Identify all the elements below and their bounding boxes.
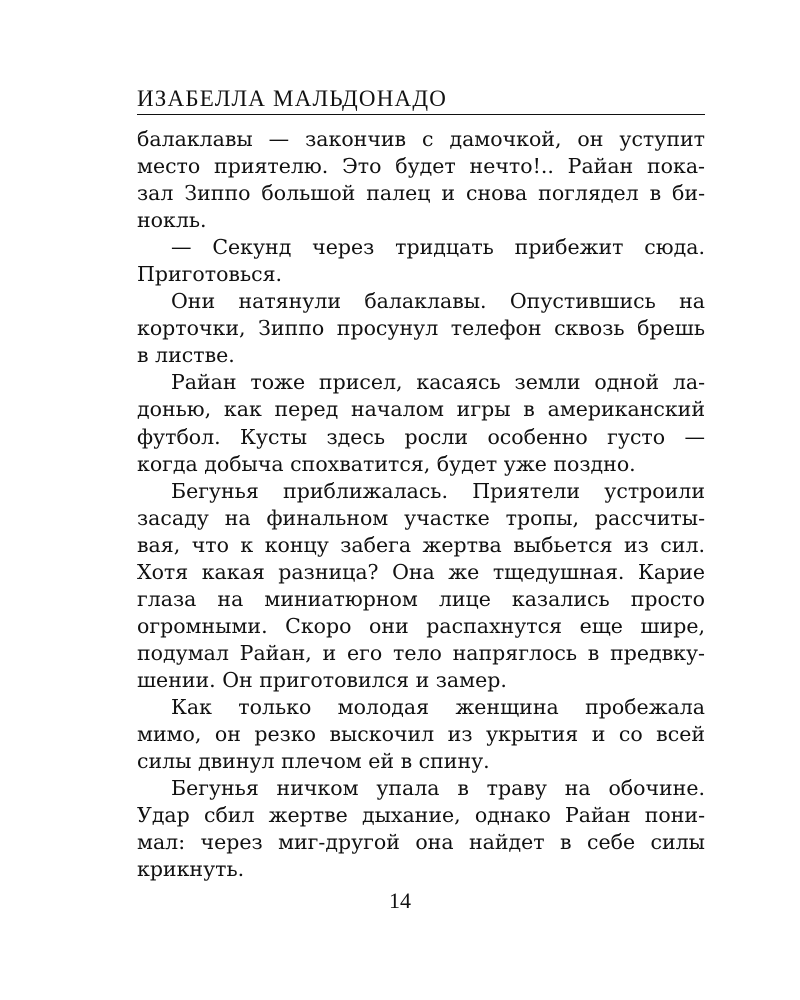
text-line: огромными. Скоро они распахнутся еще шире, — [137, 613, 705, 638]
text-line: силы двинул плечом ей в спину. — [137, 749, 490, 774]
text-line: засаду на финальном участке тропы, рассчиты- — [137, 505, 705, 530]
text-line: Приготовься. — [137, 262, 283, 287]
text-line: донью, как перед началом игры в американский — [137, 397, 705, 422]
text-line: корточки, Зиппо просунул телефон сквозь брешь — [137, 316, 705, 341]
text-line: место приятелю. Это будет нечто!.. Райан пока- — [137, 154, 705, 179]
text-line: вая, что к концу забега жертва выбьется из сил. — [137, 532, 705, 557]
text-line: Удар сбил жертве дыхание, однако Райан пони- — [137, 803, 705, 828]
text-line: нокль. — [137, 208, 207, 233]
text-line: когда добыча спохватится, будет уже поздно. — [137, 451, 636, 476]
text-line: Бегунья приближалась. Приятели устроили — [171, 478, 705, 503]
text-line: футбол. Кусты здесь росли особенно густо — — [137, 424, 705, 449]
text-line: в листве. — [137, 343, 235, 368]
body-text — [137, 126, 705, 883]
text-line: — Секунд через тридцать прибежит сюда. — [171, 235, 705, 260]
text-line: мал: через миг-другой она найдет в себе силы — [137, 830, 705, 855]
text-line: балаклавы — закончив с дамочкой, он уступит — [137, 127, 705, 151]
text-line: крикнуть. — [137, 857, 245, 882]
running-head-author: ИЗАБЕЛЛА МАЛЬДОНАДО — [137, 86, 448, 111]
text-line: глаза на миниатюрном лице казались просто — [137, 586, 705, 611]
text-line: Они натянули балаклавы. Опустившись на — [171, 289, 705, 314]
text-line: Как только молодая женщина пробежала — [171, 694, 705, 719]
header-rule — [137, 114, 705, 115]
text-line: Райан тоже присел, касаясь земли одной ла- — [171, 370, 705, 395]
text-line: зал Зиппо большой палец и снова поглядел в би- — [137, 181, 705, 206]
text-line: Хотя какая разница? Она же тщедушная. Карие — [137, 559, 705, 584]
page-number: 14 — [389, 888, 411, 913]
text-line: шении. Он приготовился и замер. — [137, 667, 507, 692]
text-line: мимо, он резко выскочил из укрытия и со всей — [137, 722, 705, 747]
text-line: Бегунья ничком упала в траву на обочине. — [171, 776, 705, 801]
text-line: подумал Райан, и его тело напряглось в предвку- — [137, 640, 705, 665]
